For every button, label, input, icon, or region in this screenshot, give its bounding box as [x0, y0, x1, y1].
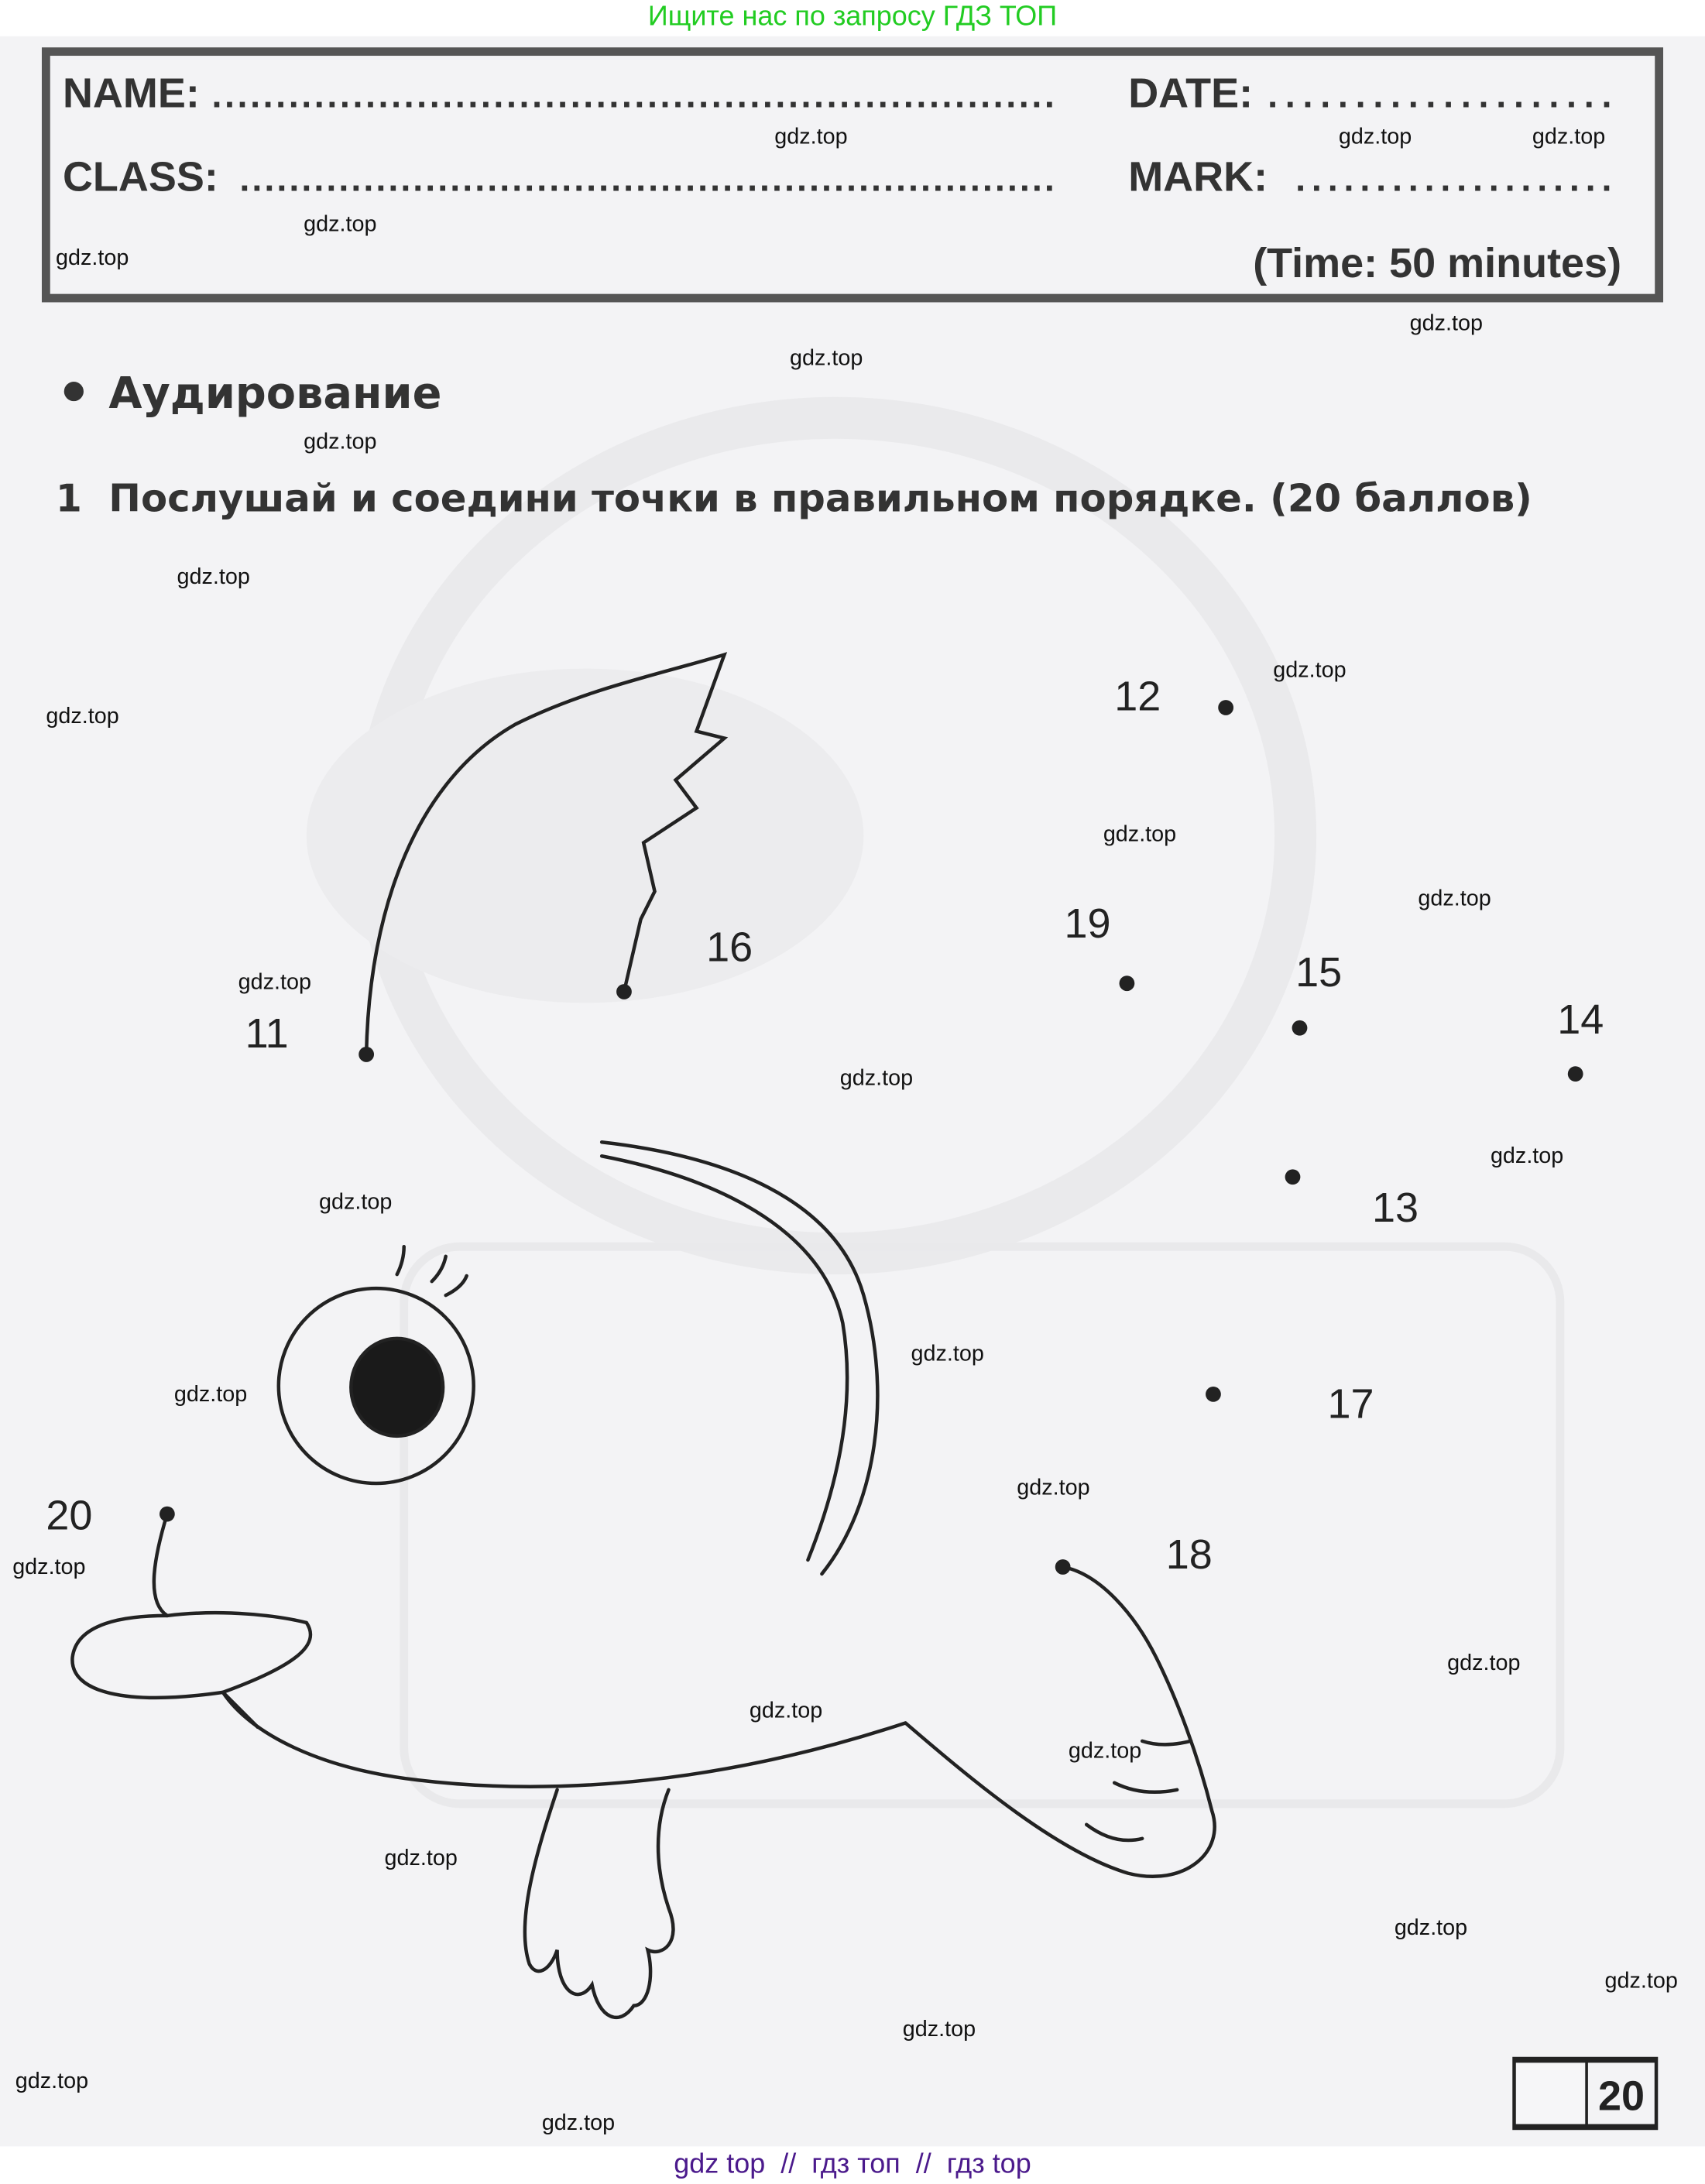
watermark: gdz.top	[177, 564, 250, 589]
watermark: gdz.top	[1409, 310, 1483, 336]
dot-label-14: 14	[1557, 996, 1604, 1043]
task-number: 1	[55, 477, 82, 521]
watermark: gdz.top	[1532, 124, 1606, 149]
watermark: gdz.top	[749, 1698, 823, 1723]
watermark: gdz.top	[1418, 886, 1491, 911]
watermark: gdz.top	[304, 429, 377, 454]
dot-label-15: 15	[1295, 948, 1343, 996]
date-label: DATE:	[1128, 70, 1254, 117]
time-limit: (Time: 50 minutes)	[1253, 240, 1622, 287]
dot-20	[160, 1507, 175, 1522]
name-field[interactable]: ..................................................................	[211, 74, 1055, 115]
watermark: gdz.top	[238, 969, 311, 995]
watermark: gdz.top	[46, 703, 119, 729]
section-title: Аудирование	[108, 369, 442, 420]
watermark: gdz.top	[1447, 1651, 1521, 1676]
watermark: gdz.top	[304, 211, 377, 237]
dot-16	[616, 984, 632, 999]
dot-label-12: 12	[1114, 673, 1161, 720]
class-label: CLASS:	[62, 153, 218, 201]
watermark: gdz.top	[1490, 1143, 1564, 1169]
watermark: gdz.top	[1103, 821, 1177, 847]
dot-12	[1218, 700, 1233, 715]
task-instruction: Послушай и соедини точки в правильном порядке. (20 баллов)	[108, 477, 1532, 521]
watermark: gdz.top	[1604, 1968, 1678, 1994]
watermark: gdz.top	[911, 1341, 984, 1366]
watermark: gdz.top	[1394, 1915, 1468, 1940]
max-points: 20	[1598, 2073, 1645, 2120]
name-label: NAME:	[62, 70, 200, 117]
dot-label-18: 18	[1165, 1531, 1213, 1578]
dot-17	[1206, 1387, 1221, 1402]
watermark: gdz.top	[173, 1381, 248, 1407]
dot-label-19: 19	[1064, 900, 1111, 947]
mark-field[interactable]: ....................	[1295, 158, 1612, 199]
watermark: gdz.top	[774, 124, 848, 149]
top-banner: Ищите нас по запросу ГДЗ ТОП	[647, 0, 1058, 32]
watermark: gdz.top	[15, 2068, 89, 2093]
dot-label-20: 20	[46, 1492, 93, 1539]
score-input[interactable]	[1517, 2064, 1583, 2124]
watermark: gdz.top	[790, 345, 863, 371]
watermark: gdz.top	[541, 2110, 616, 2135]
dot-13	[1285, 1169, 1301, 1185]
bullet-icon	[64, 382, 84, 401]
class-field[interactable]: ..................................................................	[239, 158, 1055, 199]
date-field[interactable]: ....................	[1268, 74, 1612, 115]
dot-label-16: 16	[706, 924, 753, 971]
watermark: gdz.top	[902, 2017, 976, 2042]
dot-19	[1120, 975, 1135, 991]
watermark: gdz.top	[1273, 657, 1347, 683]
dot-label-17: 17	[1327, 1380, 1374, 1428]
dot-15	[1292, 1020, 1308, 1036]
watermark: gdz.top	[384, 1845, 458, 1870]
watermark: gdz.top	[839, 1065, 914, 1091]
watermark: gdz.top	[318, 1189, 393, 1215]
watermark: gdz.top	[1338, 124, 1412, 149]
mark-label: MARK:	[1128, 153, 1268, 201]
dot-18	[1055, 1559, 1071, 1575]
watermark: gdz.top	[12, 1554, 86, 1579]
watermark: gdz.top	[55, 245, 129, 270]
dot-label-11: 11	[245, 1010, 289, 1057]
dot-label-13: 13	[1372, 1184, 1419, 1231]
dot-14	[1568, 1066, 1583, 1082]
footer-banner[interactable]: gdz top // гдз топ // гдз top	[674, 2147, 1031, 2179]
dot-11	[358, 1047, 374, 1062]
watermark: gdz.top	[1068, 1738, 1142, 1764]
watermark: gdz.top	[1017, 1475, 1090, 1500]
